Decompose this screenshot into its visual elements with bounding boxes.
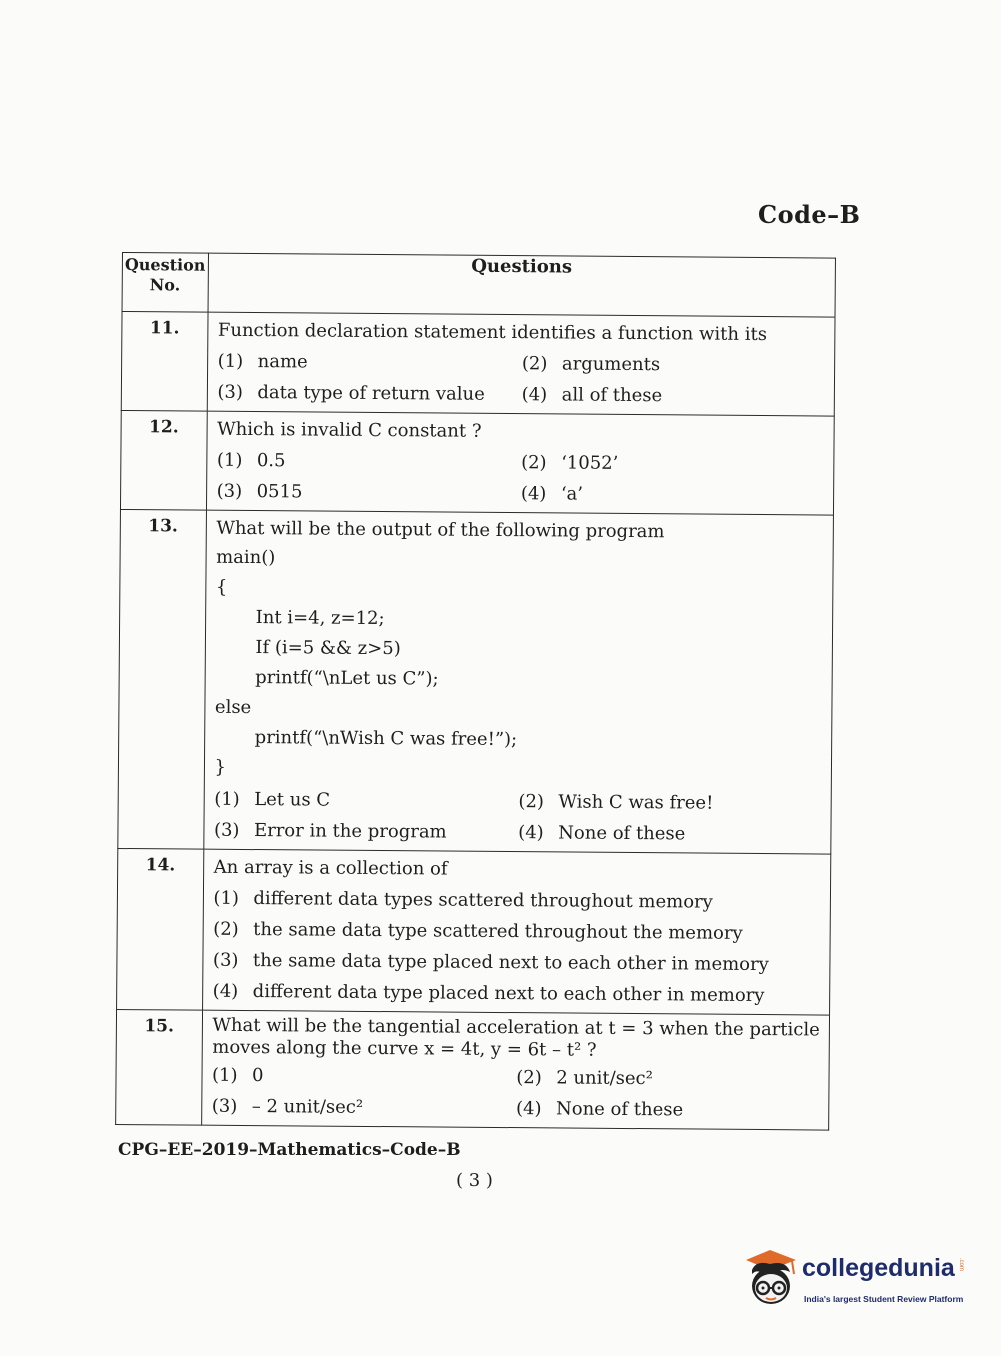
questions-table [115,252,836,1131]
option-text: different data type placed next to each other in memory [252,981,765,1007]
options-grid [214,785,823,850]
page-number: ( 3 ) [456,1170,493,1191]
option-num: (2) [516,1067,542,1089]
option-num: (2) [213,918,239,940]
question-number: 11. [121,312,207,412]
logo-name: collegedunia [802,1254,955,1282]
header-no-line1: Question [124,255,206,275]
option-num: (3) [212,949,239,971]
option-num: (2) [518,791,545,813]
option [217,477,521,508]
code-label: Code–B [758,200,861,229]
option [518,787,822,818]
option-text: None of these [558,822,686,845]
option [213,915,822,949]
question-row [117,848,831,1015]
option [218,347,522,378]
option [217,446,521,477]
question-body [206,411,834,515]
option [516,1063,820,1094]
option-text: 0.5 [256,450,286,472]
header-question-no [122,253,208,313]
option [521,479,825,510]
option-text: 2 unit/sec² [556,1067,653,1090]
code-line: If (i=5 && z>5) [255,637,401,660]
question-stem: An array is a collection of [213,856,448,880]
option-text: ‘a’ [560,483,584,505]
logo-domain: .com [958,1258,964,1272]
question-row [121,312,835,417]
header-questions: Questions [208,253,836,317]
option-text: Error in the program [253,820,447,843]
question-stem: What will be the output of the following program [216,517,665,543]
question-number: 15. [116,1009,202,1125]
options-list [213,884,822,1011]
code-line: Int i=4, z=12; [255,607,385,630]
option-text: 0 [251,1065,264,1087]
table-header-row [122,253,835,318]
question-body [201,1010,829,1130]
logo-tagline: India's largest Student Review Platform [804,1294,964,1304]
option [518,818,822,849]
option-text: the same data type scattered throughout the memory [253,919,743,944]
question-row [120,410,834,515]
options-grid [212,1061,821,1126]
option [212,1092,516,1123]
option-num: (1) [214,788,240,810]
option-num: (4) [520,483,547,505]
option [213,946,822,980]
option-num: (2) [521,452,547,474]
option-text: None of these [555,1098,684,1121]
option-text: Let us C [254,789,331,811]
option-text: name [257,351,308,373]
question-row [118,509,834,854]
option [212,1061,516,1092]
footer-paper-code: CPG–EE–2019–Mathematics–Code–B [118,1140,461,1160]
option-text: Wish C was free! [558,791,714,814]
option [522,380,826,411]
options-grid [217,446,826,511]
mascot-logo-icon [742,1248,800,1310]
code-line: } [214,756,227,778]
code-line: printf(“\nWish C was free!”); [254,727,518,751]
option-num: (4) [521,384,548,406]
option-num: (1) [217,350,244,372]
question-row [116,1009,830,1130]
option-text: ‘1052’ [561,452,619,474]
option-text: all of these [561,384,663,407]
option-text: the same data type placed next to each other in memory [252,950,769,976]
option [214,816,518,847]
code-block [214,543,824,788]
option-num: (3) [213,819,240,841]
question-body [202,849,831,1015]
collegedunia-logo [742,1248,972,1312]
option [516,1094,820,1125]
question-number: 12. [120,410,206,510]
option-num: (1) [213,887,240,909]
code-line: { [215,576,228,598]
option-num: (3) [217,381,244,403]
option [521,448,825,479]
option-num: (4) [212,980,239,1002]
code-line: printf(“\nLet us C”); [255,667,439,690]
code-line: main() [216,546,276,569]
option-num: (1) [211,1064,238,1086]
option-num: (4) [515,1098,542,1120]
question-number: 13. [118,509,206,849]
options-grid [217,347,826,412]
option-text: different data types scattered throughout memory [253,888,713,913]
option-num: (3) [211,1095,238,1117]
option-num: (2) [521,353,548,375]
question-stem: Function declaration statement identifies a function with its [217,319,768,346]
option [213,977,822,1011]
question-stem: What will be the tangential acceleration at t = 3 when the particle moves along the curve x = 4t, y = 6t – t² ? [212,1014,820,1061]
option-text: data type of return value [257,382,485,405]
option [213,884,822,918]
question-body [203,510,833,854]
option [217,378,521,409]
header-no-line2: No. [149,275,181,295]
option-text: 0515 [256,481,303,503]
question-body [207,312,835,416]
option-num: (1) [216,449,243,471]
question-stem: Which is invalid C constant ? [217,418,482,442]
option-num: (3) [216,480,243,502]
option-text: – 2 unit/sec² [251,1096,364,1118]
option [214,785,518,816]
option [522,349,826,380]
option-text: arguments [561,353,661,376]
option-num: (4) [518,822,544,844]
question-number: 14. [117,848,204,1010]
code-line: else [214,696,252,719]
